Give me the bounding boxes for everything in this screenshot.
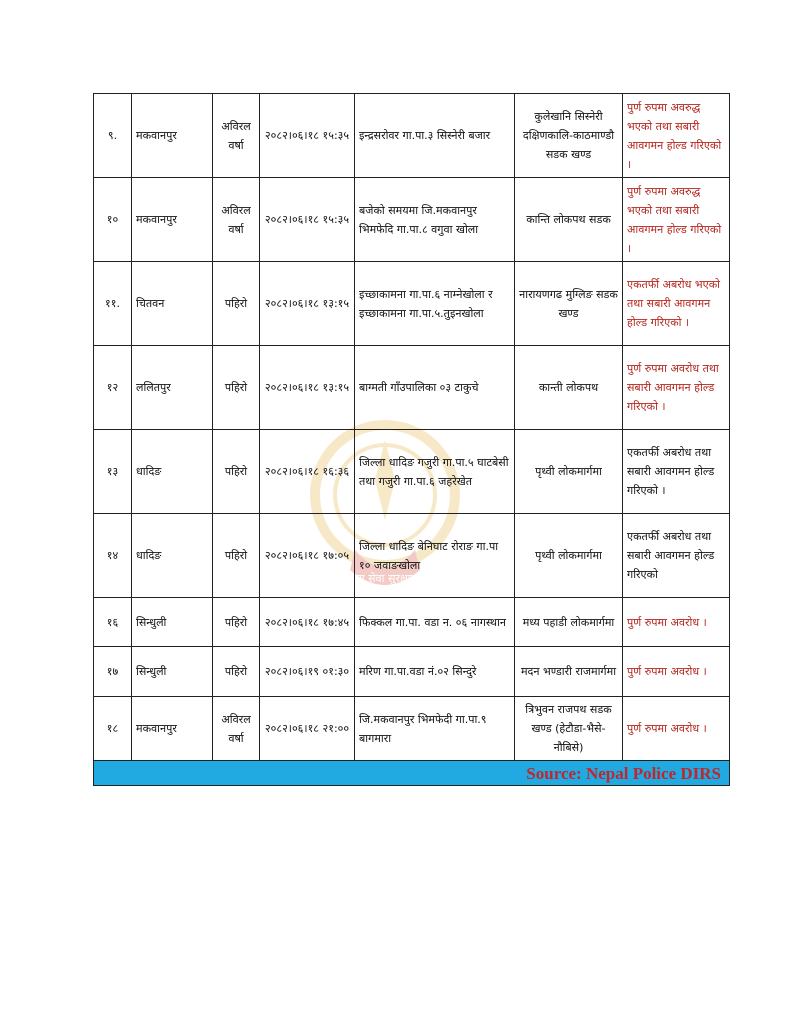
source-label: Source: Nepal Police DIRS (94, 761, 730, 786)
incident-table (93, 93, 730, 786)
district: मकवानपुर (132, 697, 213, 761)
cause: पहिरो (213, 262, 260, 346)
cause: पहिरो (213, 346, 260, 430)
road: मध्य पहाडी लोकमार्गमा (515, 598, 623, 647)
location: मरिण गा.पा.वडा नं.०२ सिन्दुरे (355, 647, 515, 697)
district: धादिङ (132, 514, 213, 598)
table-row (94, 647, 730, 697)
location: जि.मकवानपुर भिमफेदी गा.पा.९ बागमारा (355, 697, 515, 761)
date-time: २०८२।०६।१८ १५:३५ (260, 94, 355, 178)
date-time: २०८२।०६।१८ १७:०५ (260, 514, 355, 598)
date-time: २०८२।०६।१८ १५:३५ (260, 178, 355, 262)
table-row (94, 514, 730, 598)
table-row (94, 697, 730, 761)
table-row (94, 94, 730, 178)
district: मकवानपुर (132, 178, 213, 262)
serial-number: १० (94, 178, 132, 262)
road: कुलेखानि सिस्नेरी दक्षिणकालि-काठमाण्डौ सडक खण्ड (515, 94, 623, 178)
district: मकवानपुर (132, 94, 213, 178)
road: नारायणगढ मुग्लिङ सडक खण्ड (515, 262, 623, 346)
cause: अविरल वर्षा (213, 178, 260, 262)
date-time: २०८२।०६।१८ १३:१५ (260, 262, 355, 346)
location: बजेको समयमा जि.मकवानपुर भिमफेदि गा.पा.८ वगुवा खोला (355, 178, 515, 262)
status: एकतर्फी अबरोध भएको तथा सबारी आवगमन होल्ड गरिएको । (623, 262, 730, 346)
location: जिल्ला धादिङ बेनिघाट रोराङ गा.पा १० जवाङखोला (355, 514, 515, 598)
road: कान्ती लोकपथ (515, 346, 623, 430)
road: मदन भण्डारी राजमार्गमा (515, 647, 623, 697)
date-time: २०८२।०६।१८ १३:१५ (260, 346, 355, 430)
date-time: २०८२।०६।१८ १७:४५ (260, 598, 355, 647)
source-footer (94, 761, 730, 786)
road: त्रिभुवन राजपथ सडक खण्ड (हेटौडा-भैसे-नौबिसे) (515, 697, 623, 761)
table-row (94, 346, 730, 430)
district: धादिङ (132, 430, 213, 514)
status: पुर्ण रुपमा अवरोध । (623, 598, 730, 647)
table-row (94, 598, 730, 647)
table-row (94, 178, 730, 262)
cause: पहिरो (213, 430, 260, 514)
date-time: २०८२।०६।१८ २१:०० (260, 697, 355, 761)
cause: पहिरो (213, 514, 260, 598)
district: चितवन (132, 262, 213, 346)
status: पुर्ण रुपमा अवरोध । (623, 697, 730, 761)
district: सिन्धुली (132, 598, 213, 647)
status: पुर्ण रुपमा अवरुद्ध भएको तथा सबारी आवगमन होल्ड गरिएको । (623, 178, 730, 262)
table-row (94, 430, 730, 514)
road: पृथ्वी लोकमार्गमा (515, 514, 623, 598)
cause: पहिरो (213, 647, 260, 697)
location: फिक्कल गा.पा. वडा न. ०६ नागस्थान (355, 598, 515, 647)
serial-number: १३ (94, 430, 132, 514)
road: कान्ति लोकपथ सडक (515, 178, 623, 262)
cause: अविरल वर्षा (213, 697, 260, 761)
serial-number: १७ (94, 647, 132, 697)
location: जिल्ला धादिङ गजुरी गा.पा.५ घाटबेसी तथा गजुरी गा.पा.६ जहरेखेत (355, 430, 515, 514)
status: एकतर्फी अबरोध तथा सबारी आवगमन होल्ड गरिएको (623, 514, 730, 598)
serial-number: १८ (94, 697, 132, 761)
cause: अविरल वर्षा (213, 94, 260, 178)
status: एकतर्फी अबरोध तथा सबारी आवगमन होल्ड गरिएको । (623, 430, 730, 514)
serial-number: ११. (94, 262, 132, 346)
serial-number: १४ (94, 514, 132, 598)
location: बाग्मती गाँउपालिका ०३ टाकुचे (355, 346, 515, 430)
serial-number: १६ (94, 598, 132, 647)
status: पुर्ण रुपमा अवरोध । (623, 647, 730, 697)
cause: पहिरो (213, 598, 260, 647)
district: सिन्धुली (132, 647, 213, 697)
location: इच्छाकामना गा.पा.६ नाम्नेखोला र इच्छाकामना गा.पा.५.तुइनखोला (355, 262, 515, 346)
date-time: २०८२।०६।१८ १६:३६ (260, 430, 355, 514)
table-row (94, 262, 730, 346)
status: पुर्ण रुपमा अवरुद्ध भएको तथा सबारी आवगमन होल्ड गरिएको । (623, 94, 730, 178)
district: ललितपुर (132, 346, 213, 430)
serial-number: १२ (94, 346, 132, 430)
date-time: २०८२।०६।१९ ०१:३० (260, 647, 355, 697)
location: इन्द्रसरोवर गा.पा.३ सिस्नेरी बजार (355, 94, 515, 178)
serial-number: ९. (94, 94, 132, 178)
road: पृथ्वी लोकमार्गमा (515, 430, 623, 514)
status: पुर्ण रुपमा अवरोध तथा सबारी आवगमन होल्ड गरिएको । (623, 346, 730, 430)
watermark-motto: सत्य सेवा सुरक्षणम् (347, 572, 423, 585)
